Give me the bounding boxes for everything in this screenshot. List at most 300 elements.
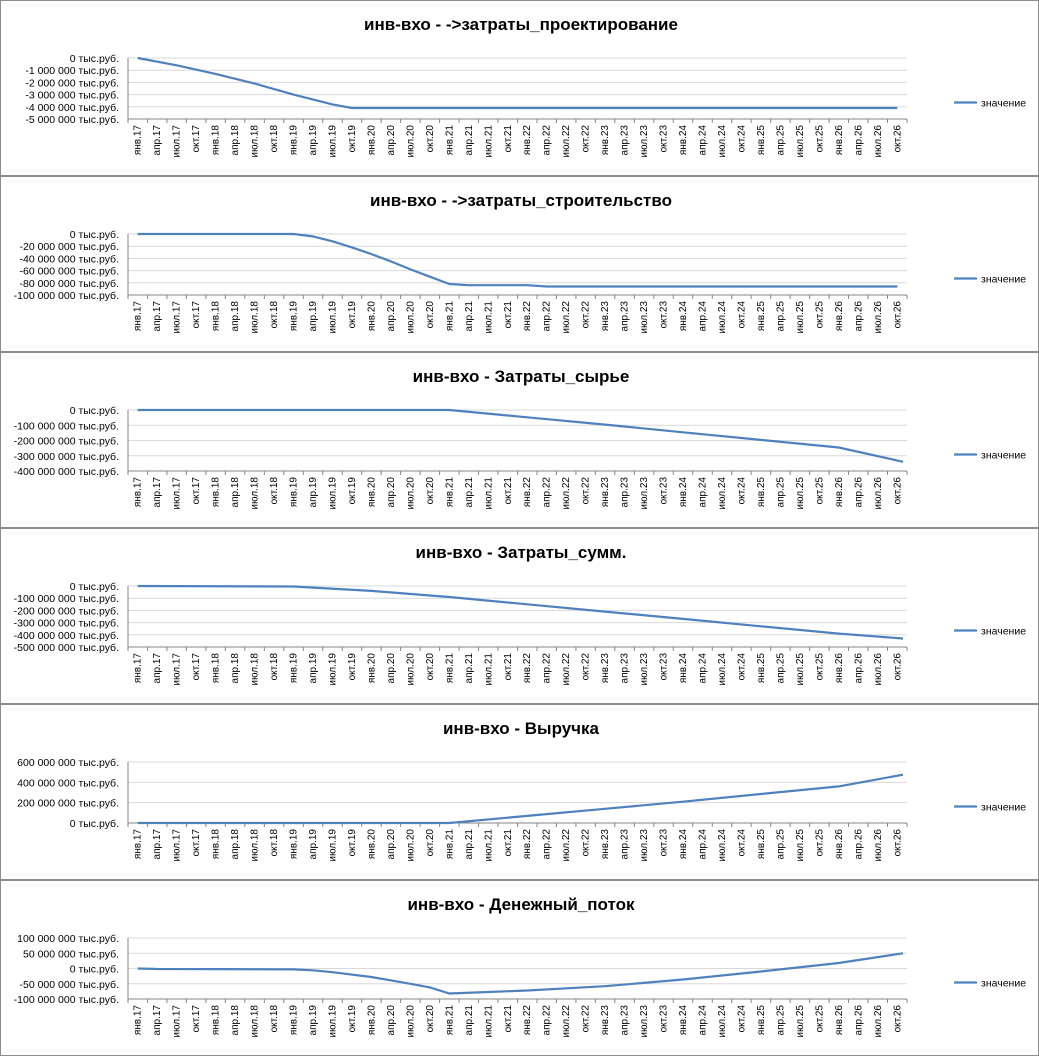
x-tick-label: окт.22 <box>581 1005 592 1033</box>
x-tick-label: окт.26 <box>892 1005 903 1033</box>
x-tick-label: апр.20 <box>386 301 397 332</box>
x-tick-label: июл.19 <box>327 829 338 862</box>
x-tick-label: янв.25 <box>756 829 767 860</box>
x-tick-label: апр.22 <box>542 829 553 860</box>
y-tick-label: 0 тыс.руб. <box>70 53 119 65</box>
series-line <box>138 953 903 993</box>
x-tick-label: апр.22 <box>542 653 553 684</box>
x-tick-label: июл.18 <box>250 125 261 158</box>
x-tick-label: июл.17 <box>172 1005 183 1038</box>
x-tick-label: окт.17 <box>191 829 202 857</box>
x-tick-label: янв.24 <box>678 1005 689 1036</box>
y-tick-label: -400 000 000 тыс.руб. <box>14 466 119 478</box>
x-tick-label: июл.23 <box>639 829 650 862</box>
y-tick-label: -3 000 000 тыс.руб. <box>25 90 119 102</box>
x-tick-label: окт.22 <box>581 301 592 329</box>
y-tick-label: -200 000 000 тыс.руб. <box>14 436 119 448</box>
x-tick-label: апр.17 <box>152 301 163 332</box>
x-tick-label: янв.23 <box>600 301 611 332</box>
chart-svg <box>1 529 1039 705</box>
x-tick-label: апр.26 <box>853 477 864 508</box>
x-tick-label: окт.25 <box>814 829 825 857</box>
series-line <box>138 58 898 108</box>
y-tick-label: -200 000 000 тыс.руб. <box>14 605 119 617</box>
x-tick-label: июл.24 <box>717 477 728 510</box>
x-tick-label: янв.25 <box>756 125 767 156</box>
x-tick-label: июл.23 <box>639 1005 650 1038</box>
x-tick-label: июл.21 <box>483 653 494 686</box>
x-tick-label: апр.21 <box>464 301 475 332</box>
x-tick-label: янв.24 <box>678 477 689 508</box>
x-tick-label: янв.26 <box>834 477 845 508</box>
x-tick-label: июл.26 <box>873 653 884 686</box>
x-tick-label: янв.26 <box>834 125 845 156</box>
x-tick-label: июл.25 <box>795 653 806 686</box>
x-tick-label: июл.20 <box>405 653 416 686</box>
x-tick-label: окт.22 <box>581 653 592 681</box>
x-tick-label: июл.17 <box>172 653 183 686</box>
x-tick-label: янв.21 <box>444 829 455 860</box>
x-tick-label: окт.25 <box>814 477 825 505</box>
x-tick-label: апр.21 <box>464 653 475 684</box>
chart-panel-2 <box>0 176 1039 352</box>
x-tick-label: апр.26 <box>853 1005 864 1036</box>
x-tick-label: окт.18 <box>269 477 280 505</box>
x-tick-label: апр.18 <box>230 653 241 684</box>
x-tick-label: июл.26 <box>873 1005 884 1038</box>
x-tick-label: янв.26 <box>834 1005 845 1036</box>
y-tick-label: -1 000 000 тыс.руб. <box>25 65 119 77</box>
x-tick-label: апр.25 <box>775 653 786 684</box>
x-tick-label: апр.22 <box>542 1005 553 1036</box>
x-tick-label: янв.18 <box>211 829 222 860</box>
x-tick-label: окт.26 <box>892 125 903 153</box>
x-tick-label: янв.23 <box>600 1005 611 1036</box>
x-tick-label: янв.21 <box>444 477 455 508</box>
x-tick-label: янв.21 <box>444 125 455 156</box>
x-tick-label: июл.19 <box>327 1005 338 1038</box>
x-tick-label: июл.26 <box>873 477 884 510</box>
x-tick-label: окт.24 <box>736 125 747 153</box>
x-tick-label: янв.25 <box>756 1005 767 1036</box>
chart-panel-3 <box>0 352 1039 528</box>
x-tick-label: окт.22 <box>581 477 592 505</box>
legend-label: значение <box>981 274 1026 286</box>
x-tick-label: апр.21 <box>464 125 475 156</box>
x-tick-label: янв.24 <box>678 301 689 332</box>
x-tick-label: июл.19 <box>327 653 338 686</box>
y-tick-label: 400 000 000 тыс.руб. <box>17 777 119 789</box>
x-tick-label: июл.26 <box>873 829 884 862</box>
x-tick-label: апр.25 <box>775 829 786 860</box>
x-tick-label: окт.17 <box>191 653 202 681</box>
x-tick-label: окт.25 <box>814 1005 825 1033</box>
x-tick-label: янв.17 <box>133 477 144 508</box>
x-tick-label: окт.18 <box>269 829 280 857</box>
x-tick-label: апр.20 <box>386 829 397 860</box>
x-tick-label: янв.19 <box>289 829 300 860</box>
x-tick-label: окт.18 <box>269 653 280 681</box>
x-tick-label: июл.24 <box>717 653 728 686</box>
x-tick-label: янв.20 <box>366 301 377 332</box>
x-tick-label: апр.19 <box>308 301 319 332</box>
x-tick-label: окт.20 <box>425 301 436 329</box>
series-line <box>138 586 903 639</box>
x-tick-label: июл.25 <box>795 477 806 510</box>
x-tick-label: окт.24 <box>736 477 747 505</box>
x-tick-label: апр.25 <box>775 125 786 156</box>
x-tick-label: апр.20 <box>386 653 397 684</box>
x-tick-label: окт.20 <box>425 653 436 681</box>
x-tick-label: апр.19 <box>308 653 319 684</box>
x-tick-label: янв.18 <box>211 301 222 332</box>
x-tick-label: окт.19 <box>347 125 358 153</box>
x-tick-label: янв.19 <box>289 301 300 332</box>
x-tick-label: июл.17 <box>172 829 183 862</box>
x-tick-label: окт.18 <box>269 301 280 329</box>
y-tick-label: -100 000 000 тыс.руб. <box>14 994 119 1006</box>
x-tick-label: янв.18 <box>211 653 222 684</box>
x-tick-label: июл.22 <box>561 653 572 686</box>
x-tick-label: окт.21 <box>503 1005 514 1033</box>
x-tick-label: июл.21 <box>483 125 494 158</box>
legend-label: значение <box>981 98 1026 110</box>
x-tick-label: окт.19 <box>347 653 358 681</box>
x-tick-label: июл.22 <box>561 477 572 510</box>
x-tick-label: окт.17 <box>191 301 202 329</box>
x-tick-label: янв.25 <box>756 477 767 508</box>
x-tick-label: июл.18 <box>250 477 261 510</box>
x-tick-label: окт.21 <box>503 125 514 153</box>
chart-panel-4 <box>0 528 1039 704</box>
x-tick-label: июл.21 <box>483 301 494 334</box>
y-tick-label: -4 000 000 тыс.руб. <box>25 102 119 114</box>
x-tick-label: окт.20 <box>425 1005 436 1033</box>
x-tick-label: апр.24 <box>698 653 709 684</box>
x-tick-label: окт.19 <box>347 301 358 329</box>
legend-label: значение <box>981 802 1026 814</box>
x-tick-label: июл.17 <box>172 125 183 158</box>
x-tick-label: июл.25 <box>795 301 806 334</box>
x-tick-label: янв.21 <box>444 1005 455 1036</box>
x-tick-label: апр.22 <box>542 301 553 332</box>
x-tick-label: апр.25 <box>775 1005 786 1036</box>
chart-title: инв-вхо - ->затраты_строительство <box>370 191 672 210</box>
x-tick-label: апр.19 <box>308 829 319 860</box>
y-tick-label: -300 000 000 тыс.руб. <box>14 618 119 630</box>
y-tick-label: 600 000 000 тыс.руб. <box>17 757 119 769</box>
x-tick-label: июл.26 <box>873 301 884 334</box>
x-tick-label: янв.17 <box>133 829 144 860</box>
x-tick-label: апр.25 <box>775 477 786 508</box>
x-tick-label: июл.17 <box>172 301 183 334</box>
y-tick-label: 0 тыс.руб. <box>70 405 119 417</box>
x-tick-label: июл.22 <box>561 1005 572 1038</box>
x-tick-label: июл.20 <box>405 829 416 862</box>
x-tick-label: июл.21 <box>483 829 494 862</box>
x-tick-label: окт.17 <box>191 477 202 505</box>
x-tick-label: янв.22 <box>522 301 533 332</box>
x-tick-label: июл.18 <box>250 301 261 334</box>
y-tick-label: -100 000 000 тыс.руб. <box>14 593 119 605</box>
x-tick-label: июл.19 <box>327 125 338 158</box>
y-tick-label: -100 000 000 тыс.руб. <box>14 290 119 302</box>
x-tick-label: янв.18 <box>211 1005 222 1036</box>
x-tick-label: июл.23 <box>639 125 650 158</box>
x-tick-label: июл.19 <box>327 301 338 334</box>
x-tick-label: апр.18 <box>230 301 241 332</box>
y-tick-label: -500 000 000 тыс.руб. <box>14 642 119 654</box>
x-tick-label: окт.24 <box>736 653 747 681</box>
x-tick-label: окт.24 <box>736 301 747 329</box>
x-tick-label: янв.17 <box>133 125 144 156</box>
legend-label: значение <box>981 450 1026 462</box>
x-tick-label: апр.25 <box>775 301 786 332</box>
x-tick-label: апр.23 <box>620 125 631 156</box>
x-tick-label: июл.18 <box>250 1005 261 1038</box>
y-tick-label: -40 000 000 тыс.руб. <box>19 253 119 265</box>
y-tick-label: 100 000 000 тыс.руб. <box>17 933 119 945</box>
x-tick-label: янв.22 <box>522 125 533 156</box>
x-tick-label: июл.23 <box>639 653 650 686</box>
x-tick-label: апр.19 <box>308 477 319 508</box>
x-tick-label: окт.24 <box>736 1005 747 1033</box>
x-tick-label: окт.20 <box>425 125 436 153</box>
x-tick-label: июл.24 <box>717 301 728 334</box>
x-tick-label: окт.22 <box>581 125 592 153</box>
x-tick-label: янв.20 <box>366 125 377 156</box>
x-tick-label: апр.21 <box>464 829 475 860</box>
x-tick-label: июл.21 <box>483 477 494 510</box>
x-tick-label: янв.26 <box>834 653 845 684</box>
x-tick-label: янв.20 <box>366 653 377 684</box>
x-tick-label: июл.20 <box>405 301 416 334</box>
chart-svg <box>1 177 1039 353</box>
y-tick-label: 0 тыс.руб. <box>70 229 119 241</box>
x-tick-label: окт.23 <box>659 653 670 681</box>
chart-title: инв-вхо - ->затраты_проектирование <box>364 15 678 34</box>
x-tick-label: апр.21 <box>464 477 475 508</box>
x-tick-label: июл.25 <box>795 125 806 158</box>
x-tick-label: янв.21 <box>444 653 455 684</box>
x-tick-label: янв.22 <box>522 829 533 860</box>
x-tick-label: апр.24 <box>698 829 709 860</box>
x-tick-label: апр.23 <box>620 301 631 332</box>
chart-panel-6 <box>0 880 1039 1056</box>
y-tick-label: 200 000 000 тыс.руб. <box>17 798 119 810</box>
x-tick-label: окт.23 <box>659 301 670 329</box>
x-tick-label: апр.17 <box>152 477 163 508</box>
x-tick-label: янв.20 <box>366 477 377 508</box>
chart-svg <box>1 881 1039 1057</box>
x-tick-label: апр.18 <box>230 1005 241 1036</box>
y-tick-label: -2 000 000 тыс.руб. <box>25 77 119 89</box>
x-tick-label: окт.17 <box>191 125 202 153</box>
x-tick-label: янв.22 <box>522 653 533 684</box>
x-tick-label: янв.17 <box>133 301 144 332</box>
chart-title: инв-вхо - Затраты_сырье <box>413 367 630 386</box>
y-tick-label: -60 000 000 тыс.руб. <box>19 266 119 278</box>
x-tick-label: июл.22 <box>561 301 572 334</box>
x-tick-label: янв.19 <box>289 125 300 156</box>
x-tick-label: апр.24 <box>698 477 709 508</box>
x-tick-label: апр.24 <box>698 125 709 156</box>
x-tick-label: окт.22 <box>581 829 592 857</box>
x-tick-label: янв.23 <box>600 477 611 508</box>
x-tick-label: окт.26 <box>892 477 903 505</box>
x-tick-label: июл.18 <box>250 653 261 686</box>
x-tick-label: июл.20 <box>405 125 416 158</box>
x-tick-label: янв.17 <box>133 653 144 684</box>
x-tick-label: апр.23 <box>620 829 631 860</box>
chart-title: инв-вхо - Выручка <box>443 719 600 738</box>
x-tick-label: янв.23 <box>600 829 611 860</box>
x-tick-label: янв.23 <box>600 125 611 156</box>
x-tick-label: окт.23 <box>659 125 670 153</box>
x-tick-label: апр.23 <box>620 477 631 508</box>
y-tick-label: 50 000 000 тыс.руб. <box>23 948 119 960</box>
y-tick-label: -100 000 000 тыс.руб. <box>14 420 119 432</box>
y-tick-label: -300 000 000 тыс.руб. <box>14 451 119 463</box>
x-tick-label: апр.18 <box>230 829 241 860</box>
x-tick-label: янв.19 <box>289 1005 300 1036</box>
x-tick-label: янв.22 <box>522 1005 533 1036</box>
x-tick-label: апр.17 <box>152 125 163 156</box>
x-tick-label: окт.23 <box>659 829 670 857</box>
x-tick-label: апр.20 <box>386 477 397 508</box>
x-tick-label: окт.21 <box>503 301 514 329</box>
chart-title: инв-вхо - Затраты_сумм. <box>416 543 627 562</box>
x-tick-label: апр.24 <box>698 1005 709 1036</box>
y-tick-label: 0 тыс.руб. <box>70 818 119 830</box>
x-tick-label: янв.23 <box>600 653 611 684</box>
y-tick-label: -5 000 000 тыс.руб. <box>25 114 119 126</box>
x-tick-label: апр.18 <box>230 477 241 508</box>
x-tick-label: июл.24 <box>717 125 728 158</box>
chart-panel-1 <box>0 0 1039 176</box>
x-tick-label: апр.23 <box>620 653 631 684</box>
y-tick-label: -80 000 000 тыс.руб. <box>19 278 119 290</box>
x-tick-label: окт.19 <box>347 829 358 857</box>
x-tick-label: окт.17 <box>191 1005 202 1033</box>
x-tick-label: июл.23 <box>639 477 650 510</box>
x-tick-label: окт.21 <box>503 829 514 857</box>
y-tick-label: 0 тыс.руб. <box>70 964 119 976</box>
x-tick-label: апр.26 <box>853 829 864 860</box>
x-tick-label: июл.26 <box>873 125 884 158</box>
x-tick-label: янв.26 <box>834 301 845 332</box>
x-tick-label: апр.26 <box>853 653 864 684</box>
x-tick-label: июл.22 <box>561 125 572 158</box>
x-tick-label: янв.21 <box>444 301 455 332</box>
x-tick-label: апр.23 <box>620 1005 631 1036</box>
x-tick-label: июл.24 <box>717 1005 728 1038</box>
series-line <box>138 410 903 462</box>
x-tick-label: апр.17 <box>152 653 163 684</box>
x-tick-label: июл.25 <box>795 1005 806 1038</box>
x-tick-label: янв.22 <box>522 477 533 508</box>
y-tick-label: -20 000 000 тыс.руб. <box>19 241 119 253</box>
x-tick-label: окт.18 <box>269 1005 280 1033</box>
x-tick-label: янв.18 <box>211 477 222 508</box>
x-tick-label: апр.19 <box>308 1005 319 1036</box>
x-tick-label: апр.22 <box>542 477 553 508</box>
x-tick-label: июл.24 <box>717 829 728 862</box>
x-tick-label: янв.19 <box>289 653 300 684</box>
y-tick-label: 0 тыс.руб. <box>70 581 119 593</box>
x-tick-label: апр.18 <box>230 125 241 156</box>
x-tick-label: апр.17 <box>152 1005 163 1036</box>
x-tick-label: окт.20 <box>425 829 436 857</box>
x-tick-label: янв.19 <box>289 477 300 508</box>
x-tick-label: янв.25 <box>756 653 767 684</box>
x-tick-label: янв.20 <box>366 829 377 860</box>
x-tick-label: янв.24 <box>678 829 689 860</box>
x-tick-label: окт.23 <box>659 1005 670 1033</box>
x-tick-label: окт.26 <box>892 653 903 681</box>
x-tick-label: июл.20 <box>405 477 416 510</box>
x-tick-label: янв.24 <box>678 653 689 684</box>
x-tick-label: апр.21 <box>464 1005 475 1036</box>
chart-svg <box>1 705 1039 881</box>
chart-title: инв-вхо - Денежный_поток <box>407 895 635 914</box>
x-tick-label: янв.25 <box>756 301 767 332</box>
x-tick-label: янв.24 <box>678 125 689 156</box>
x-tick-label: июл.19 <box>327 477 338 510</box>
legend-label: значение <box>981 626 1026 638</box>
x-tick-label: янв.20 <box>366 1005 377 1036</box>
x-tick-label: окт.24 <box>736 829 747 857</box>
x-tick-label: апр.17 <box>152 829 163 860</box>
x-tick-label: окт.19 <box>347 1005 358 1033</box>
x-tick-label: окт.23 <box>659 477 670 505</box>
chart-panel-5 <box>0 704 1039 880</box>
x-tick-label: апр.22 <box>542 125 553 156</box>
x-tick-label: янв.17 <box>133 1005 144 1036</box>
x-tick-label: окт.25 <box>814 125 825 153</box>
x-tick-label: окт.25 <box>814 301 825 329</box>
x-tick-label: апр.24 <box>698 301 709 332</box>
x-tick-label: июл.18 <box>250 829 261 862</box>
x-tick-label: апр.19 <box>308 125 319 156</box>
x-tick-label: окт.26 <box>892 301 903 329</box>
x-tick-label: окт.21 <box>503 653 514 681</box>
x-tick-label: апр.20 <box>386 1005 397 1036</box>
x-tick-label: янв.18 <box>211 125 222 156</box>
series-line <box>138 234 898 287</box>
x-tick-label: июл.20 <box>405 1005 416 1038</box>
x-tick-label: апр.26 <box>853 301 864 332</box>
x-tick-label: окт.19 <box>347 477 358 505</box>
legend-label: значение <box>981 978 1026 990</box>
x-tick-label: янв.26 <box>834 829 845 860</box>
y-tick-label: -400 000 000 тыс.руб. <box>14 630 119 642</box>
chart-svg <box>1 353 1039 529</box>
x-tick-label: июл.23 <box>639 301 650 334</box>
x-tick-label: окт.26 <box>892 829 903 857</box>
x-tick-label: окт.21 <box>503 477 514 505</box>
x-tick-label: июл.22 <box>561 829 572 862</box>
x-tick-label: апр.20 <box>386 125 397 156</box>
x-tick-label: июл.17 <box>172 477 183 510</box>
x-tick-label: июл.25 <box>795 829 806 862</box>
chart-svg <box>1 1 1039 177</box>
x-tick-label: окт.18 <box>269 125 280 153</box>
x-tick-label: окт.20 <box>425 477 436 505</box>
x-tick-label: июл.21 <box>483 1005 494 1038</box>
x-tick-label: апр.26 <box>853 125 864 156</box>
x-tick-label: окт.25 <box>814 653 825 681</box>
